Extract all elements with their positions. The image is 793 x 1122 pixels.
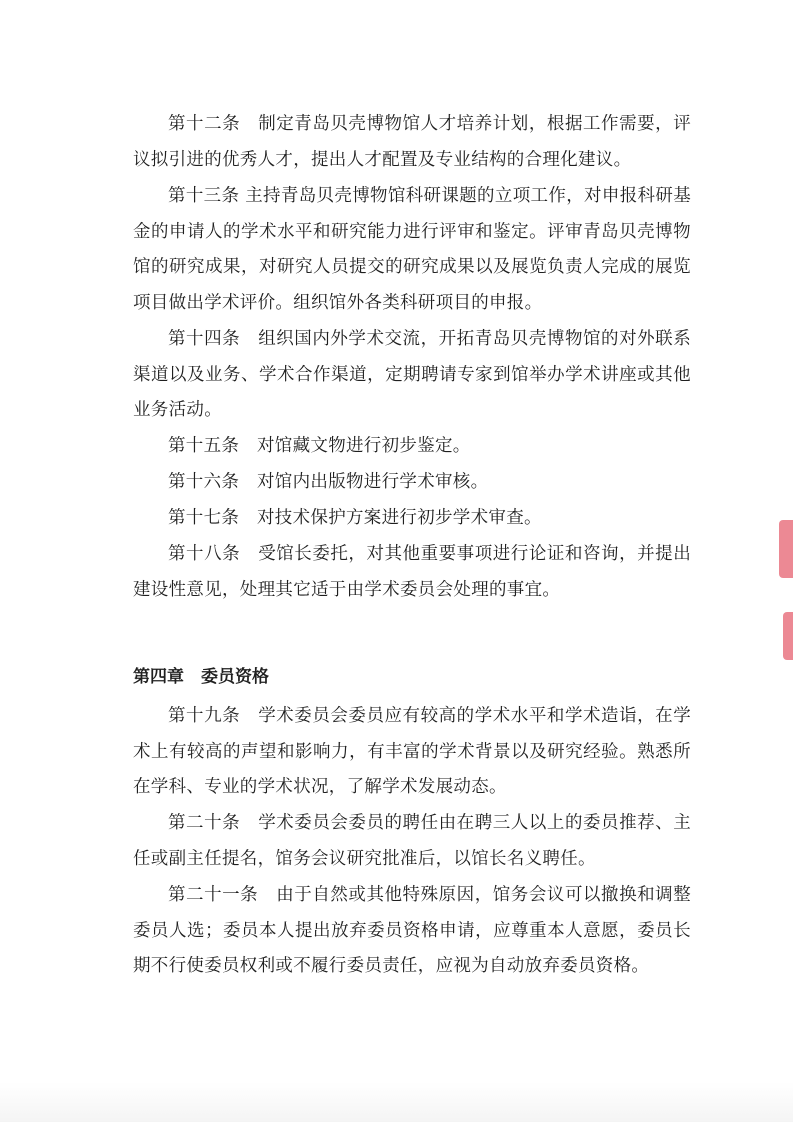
chapter-heading: 第四章 委员资格 [133,667,269,687]
article-21: 第二十一条 由于自然或其他特殊原因，馆务会议可以撤换和调整委员人选；委员本人提出放弃委员资格申请，应尊重本人意愿，委员长期不行使委员权利或不履行委员责任，应视为自动放弃委员资格。 [133,885,691,977]
article-14: 第十四条 组织国内外学术交流，开拓青岛贝壳博物馆的对外联系渠道以及业务、学术合作渠道，定期聘请专家到馆举办学术讲座或其他业务活动。 [133,329,691,421]
article-18: 第十八条 受馆长委托，对其他重要事项进行论证和咨询，并提出建设性意见，处理其它适于由学术委员会处理的事宜。 [133,544,691,600]
article-16: 第十六条 对馆内出版物进行学术审核。 [168,472,489,492]
article-13: 第十三条 主持青岛贝壳博物馆科研课题的立项工作，对申报科研基金的申请人的学术水平和研究能力进行评审和鉴定。评审青岛贝壳博物馆的研究成果，对研究人员提交的研究成果以及展览负责人完成的展览项目做出学术评价。组织馆外各类科研项目的申报。 [133,186,691,313]
scan-shadow [0,1082,793,1122]
seal-edge-mark [779,520,793,578]
article-12: 第十二条 制定青岛贝壳博物馆人才培养计划，根据工作需要，评议拟引进的优秀人才，提出人才配置及专业结构的合理化建议。 [133,114,691,170]
article-20: 第二十条 学术委员会委员的聘任由在聘三人以上的委员推荐、主任或副主任提名，馆务会议研究批准后，以馆长名义聘任。 [133,813,691,869]
seal-edge-mark [783,612,793,660]
article-17: 第十七条 对技术保护方案进行初步学术审查。 [168,508,542,528]
article-15: 第十五条 对馆藏文物进行初步鉴定。 [168,436,471,456]
article-19: 第十九条 学术委员会委员应有较高的学术水平和学术造诣，在学术上有较高的声望和影响力，有丰富的学术背景以及研究经验。熟悉所在学科、专业的学术状况，了解学术发展动态。 [133,706,691,798]
